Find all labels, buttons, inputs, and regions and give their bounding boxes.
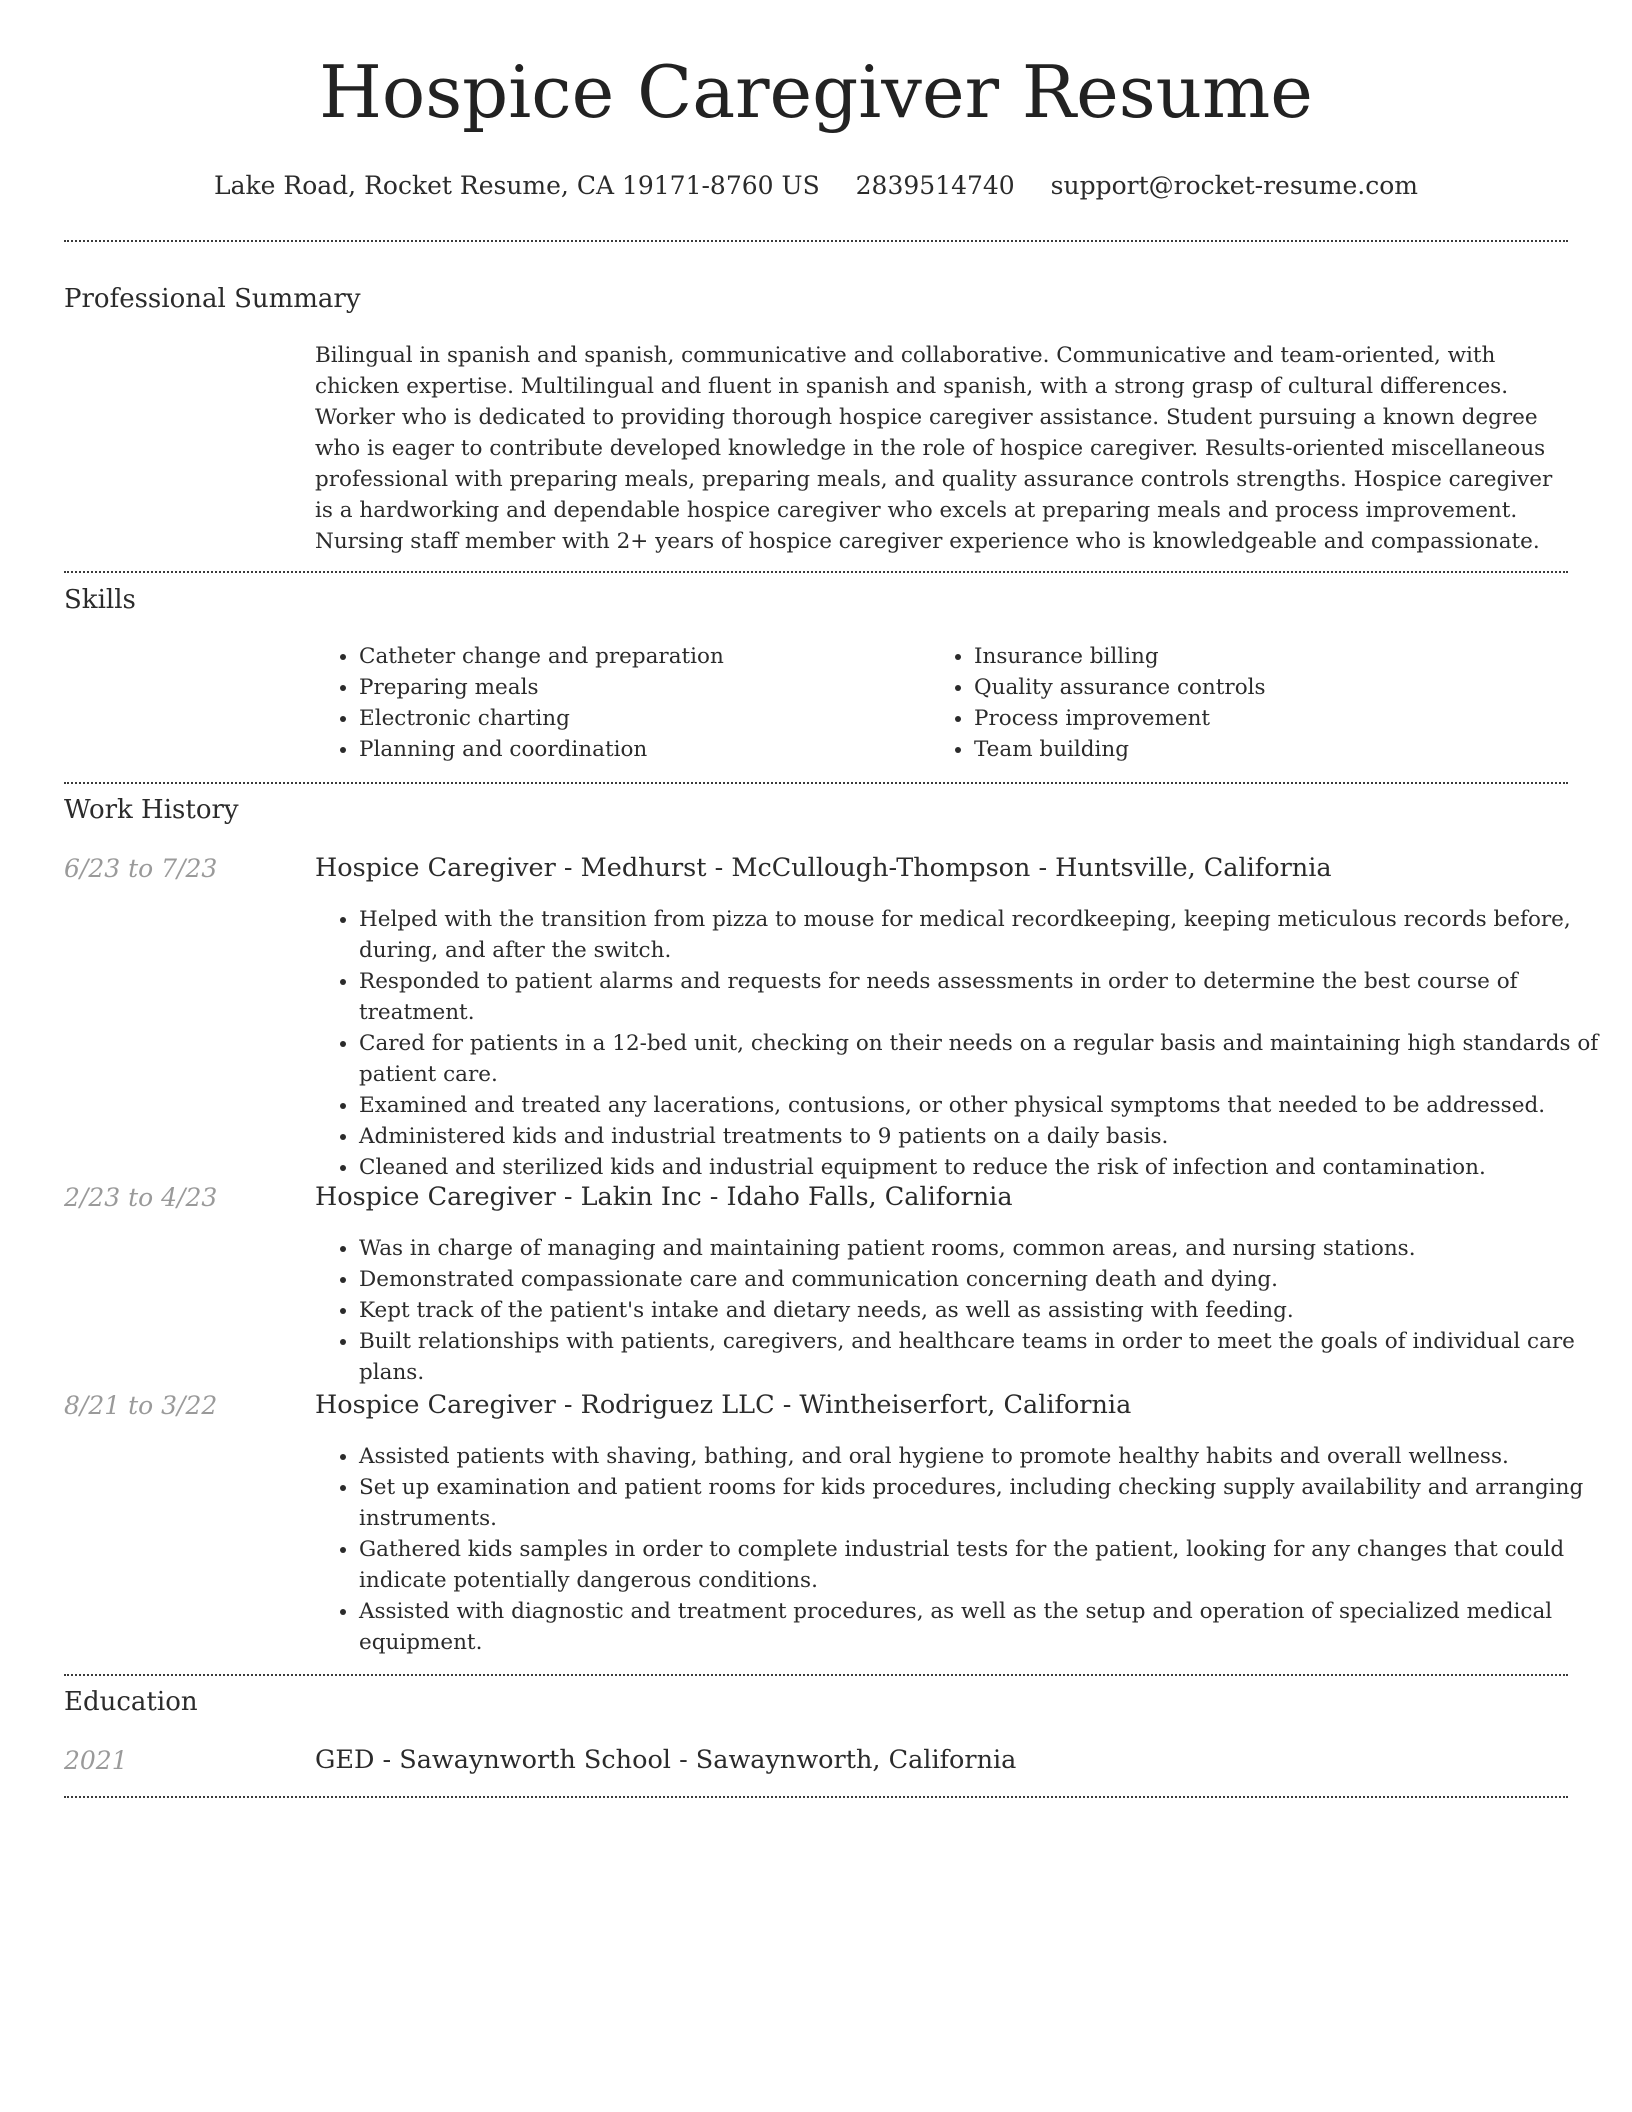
skills-list-right xyxy=(930,641,1632,765)
divider xyxy=(64,1796,1568,1798)
skill-item: • Insurance billing xyxy=(974,641,1632,672)
job-bullet: • Was in charge of managing and maintaining patient rooms, common areas, and nursing stations. xyxy=(359,1233,1619,1264)
job-bullet: • Assisted patients with shaving, bathing, and oral hygiene to promote healthy habits and overall wellness. xyxy=(359,1441,1619,1472)
job-bullet: • Assisted with diagnostic and treatment procedures, as well as the setup and operation of specialized medical equipment. xyxy=(359,1596,1619,1658)
job-bullets xyxy=(315,904,1619,1183)
job-bullets xyxy=(315,1441,1619,1658)
contact-address: Lake Road, Rocket Resume, CA 19171-8760 US xyxy=(214,171,820,200)
skill-item: • Quality assurance controls xyxy=(974,672,1632,703)
resume-title: Hospice Caregiver Resume xyxy=(319,50,1313,134)
skill-item: • Planning and coordination xyxy=(359,734,1619,765)
job-bullets xyxy=(315,1233,1619,1388)
job-bullet: • Cared for patients in a 12-bed unit, checking on their needs on a regular basis and maintaining high standards of patient care. xyxy=(359,1028,1619,1090)
job-title: Hospice Caregiver - Medhurst - McCullough-Thompson - Huntsville, California xyxy=(315,853,1332,883)
divider xyxy=(64,240,1568,242)
skill-item: • Electronic charting xyxy=(359,703,1619,734)
job-bullet: • Built relationships with patients, caregivers, and healthcare teams in order to meet the goals of individual care plans. xyxy=(359,1326,1619,1388)
job-title: Hospice Caregiver - Lakin Inc - Idaho Falls, California xyxy=(315,1182,1013,1212)
contact-email: support@rocket-resume.com xyxy=(1050,171,1418,200)
skill-item: • Team building xyxy=(974,734,1632,765)
skill-item: • Process improvement xyxy=(974,703,1632,734)
job-date: 2/23 to 4/23 xyxy=(64,1183,218,1212)
job-date: 8/21 to 3/22 xyxy=(64,1391,218,1420)
divider xyxy=(64,571,1568,573)
divider xyxy=(64,1674,1568,1676)
summary-text: Bilingual in spanish and spanish, communicative and collaborative. Communicative and team-oriented, with chicken expertise. Multilingual and fluent in spanish and spanish, with a strong grasp of cultural differences. Worker who is dedicated to providing thorough hospice caregiver assistance. Student pursuing a known degree who is eager to contribute developed knowledge in the role of hospice caregiver. Results-oriented miscellaneous professional with preparing meals, preparing meals, and quality assurance controls strengths. Hospice caregiver is a hardworking and dependable hospice caregiver who excels at preparing meals and process improvement. Nursing staff member with 2+ years of hospice caregiver experience who is knowledgeable and compassionate. xyxy=(315,343,1553,554)
section-heading-skills: Skills xyxy=(64,585,136,615)
job-bullet: • Set up examination and patient rooms for kids procedures, including checking supply availability and arranging instruments. xyxy=(359,1472,1619,1534)
job-title: Hospice Caregiver - Rodriguez LLC - Wintheiserfort, California xyxy=(315,1390,1132,1420)
job-bullet: • Gathered kids samples in order to complete industrial tests for the patient, looking for any changes that could indicate potentially dangerous conditions. xyxy=(359,1534,1619,1596)
education-date: 2021 xyxy=(64,1746,128,1775)
job-bullet: • Demonstrated compassionate care and communication concerning death and dying. xyxy=(359,1264,1619,1295)
job-bullet: • Administered kids and industrial treatments to 9 patients on a daily basis. xyxy=(359,1121,1619,1152)
job-bullet: • Kept track of the patient's intake and dietary needs, as well as assisting with feeding. xyxy=(359,1295,1619,1326)
skill-item: • Preparing meals xyxy=(359,672,1619,703)
education-entry: GED - Sawaynworth School - Sawaynworth, California xyxy=(315,1745,1017,1775)
job-bullet: • Examined and treated any lacerations, contusions, or other physical symptoms that needed to be addressed. xyxy=(359,1090,1619,1121)
section-heading-education: Education xyxy=(64,1687,198,1717)
divider xyxy=(64,782,1568,784)
section-heading-summary: Professional Summary xyxy=(64,284,361,314)
section-heading-work: Work History xyxy=(64,795,239,825)
contact-phone: 2839514740 xyxy=(855,171,1015,200)
contact-line xyxy=(0,171,1632,200)
job-bullet: • Responded to patient alarms and requests for needs assessments in order to determine the best course of treatment. xyxy=(359,966,1619,1028)
job-bullet: • Cleaned and sterilized kids and industrial equipment to reduce the risk of infection and contamination. xyxy=(359,1152,1619,1183)
skill-item: • Catheter change and preparation xyxy=(359,641,1619,672)
job-date: 6/23 to 7/23 xyxy=(64,854,218,883)
job-bullet: • Helped with the transition from pizza to mouse for medical recordkeeping, keeping meticulous records before, during, and after the switch. xyxy=(359,904,1619,966)
